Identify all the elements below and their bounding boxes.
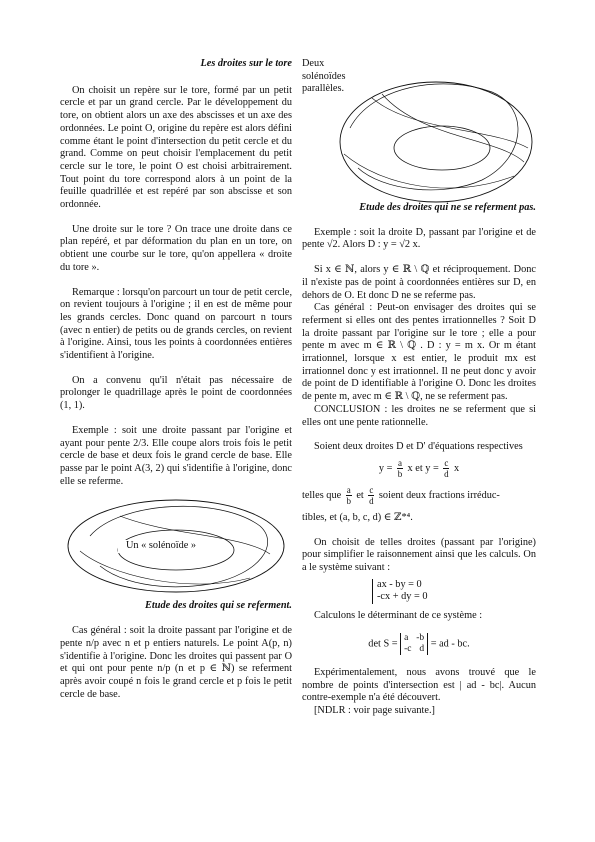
solenoid-figure	[60, 496, 292, 596]
deux-solenoides-label: Deux solénoïdes parallèles.	[302, 58, 346, 95]
paragraph-droite-tore: Une droite sur le tore ? On trace une droite dans ce plan repéré, et par déformation du plan en un tore, on obtient une courbe sur le tore, qu'on appellera « droite du tore ».	[60, 223, 292, 273]
parallel-solenoids-figure	[302, 58, 536, 206]
ndlr-note: [NDLR : voir page suivante.]	[314, 704, 435, 716]
paragraph-telles-que: telles que $\frac{a}{b}$ et $\frac{c}{d}$ soient deux fractions irréduc-	[302, 484, 500, 506]
determinant-matrix: a -b -c d	[400, 633, 428, 655]
determinant-line: det S = a -b -c d = ad - bc.	[368, 632, 470, 654]
paragraph-deux-droites: Soient deux droites D et D' d'équations respectives	[314, 441, 523, 453]
paragraph-quadrillage: On a convenu qu'il n'était pas nécessaire de prolonger le quadrillage après le point de coordonnées (1, 1).	[60, 374, 292, 412]
paragraph-experimental: Expérimentalement, nous avons trouvé que le nombre de points d'intersection est | ad - bc|. Aucun contre-exemple n'a été découvert.	[302, 666, 536, 704]
fraction-a-b-inline: $\frac{a}{b}$	[346, 484, 351, 506]
section-title: Les droites sur le tore	[200, 58, 292, 69]
paragraph-cas-general: Cas général : soit la droite passant par l'origine et de pente n/p avec n et p entiers naturels. Le point A(p, n) s'identifie à l'origine. Donc les droites qui passent par O et qui ont pour pente n/p (n et p ∈ ℕ) se referment après avoir coupé n fois le grand cercle et p fois le petit cercle de base.	[60, 625, 292, 700]
paragraph-cas-general-irrationnel: Cas général : Peut-on envisager des droites qui se referment si elles ont des pentes irrationnelles ? Soit D la droite passant par l'origine sur le tore ; elle a pour pente m avec m ∈ ℝ \ ℚ . D : y = m x. Or m étant irrationnel, lorsque x est entier, le produit mx est irrationnel donc y est irrationnel. Il ne peut donc y avoir de point de D identifiable à l'origine O. Donc les droites de pente m, avec m ∈ ℝ \ ℚ, ne se referment pas.	[302, 302, 536, 403]
eq-y1: y =	[378, 462, 393, 474]
eq-x1: x et y =	[407, 462, 439, 474]
solenoid-label: Un « solénoïde »	[118, 540, 204, 553]
equations-line	[302, 458, 536, 479]
paragraph-si-x-entier: Si x ∈ ℕ, alors y ∈ ℝ \ ℚ et réciproquement. Donc il n'existe pas de point à coordonnées entières sur D, en dehors de O. Et donc D ne se referme pas.	[302, 264, 536, 301]
fraction-a-over-b: $\frac{a}{b}$	[397, 457, 403, 479]
fraction-c-over-d: $\frac{c}{d}$	[444, 457, 449, 479]
paragraph-irreductibles: tibles, et (a, b, c, d) ∈ ℤ*⁴.	[302, 511, 413, 523]
fraction-c-d-inline: $\frac{c}{d}$	[369, 484, 374, 506]
paragraph-repere: On choisit un repère sur le tore, formé par un petit cercle et par un grand cercle. Par le développement du tore, on obtient alors un axe des abscisses et un axe des ordonnées. Le point O, origine du repère est alors défini comme étant le point d'intersection du petit cercle et du grand. Comme on peut choisir l'emplacement du petit cercle sur le tore, le point O est choisi arbitrairement. Tout point du tore correspond alors à un point de la feuille quadrillée et est repéré par son abscisse et son ordonnée.	[60, 84, 292, 211]
system-line-2: -cx + dy = 0	[377, 591, 428, 603]
system-line-1: ax - by = 0	[377, 578, 422, 590]
system-of-equations	[372, 579, 477, 604]
paragraph-exemple: Exemple : soit une droite passant par l'origine et ayant pour pente 2/3. Elle coupe alors trois fois le petit cercle de base et deux fois le grand cercle de base. Elle passe par le point A(3, 2) qui s'identifie à l'origine, donc elle se referme.	[60, 424, 292, 487]
paragraph-remarque: Remarque : lorsqu'on parcourt un tour de petit cercle, on revient toujours à l'origine ; il en est de même pour les grands cercles. Donc quand on parcourt n tours (avec n entier) de petits ou de grands cercles, on revient à l'origine. Ainsi, tous les points à coordonnées entières s'identifient à l'origine.	[60, 286, 293, 362]
left-column	[60, 58, 292, 701]
caption-droites-referment: Etude des droites qui se referment.	[144, 600, 292, 612]
caption-droites-ne-referment-pas: Etude des droites qui ne se referment pas.	[359, 202, 536, 213]
paragraph-conclusion: CONCLUSION : les droites ne se referment que si elles ont une pente rationnelle.	[302, 403, 536, 428]
paragraph-exemple-racine: Exemple : soit la droite D, passant par l'origine et de pente √2. Alors D : y = √2 x.	[302, 226, 536, 251]
paragraph-choix-droites: On choisit de telles droites (passant par l'origine) pour simplifier le raisonnement ainsi que les calculs. On a le système suivant :	[302, 536, 536, 574]
paragraph-determinant: Calculons le déterminant de ce système :	[314, 610, 483, 622]
right-column	[302, 58, 536, 718]
eq-x2: x	[453, 462, 460, 474]
